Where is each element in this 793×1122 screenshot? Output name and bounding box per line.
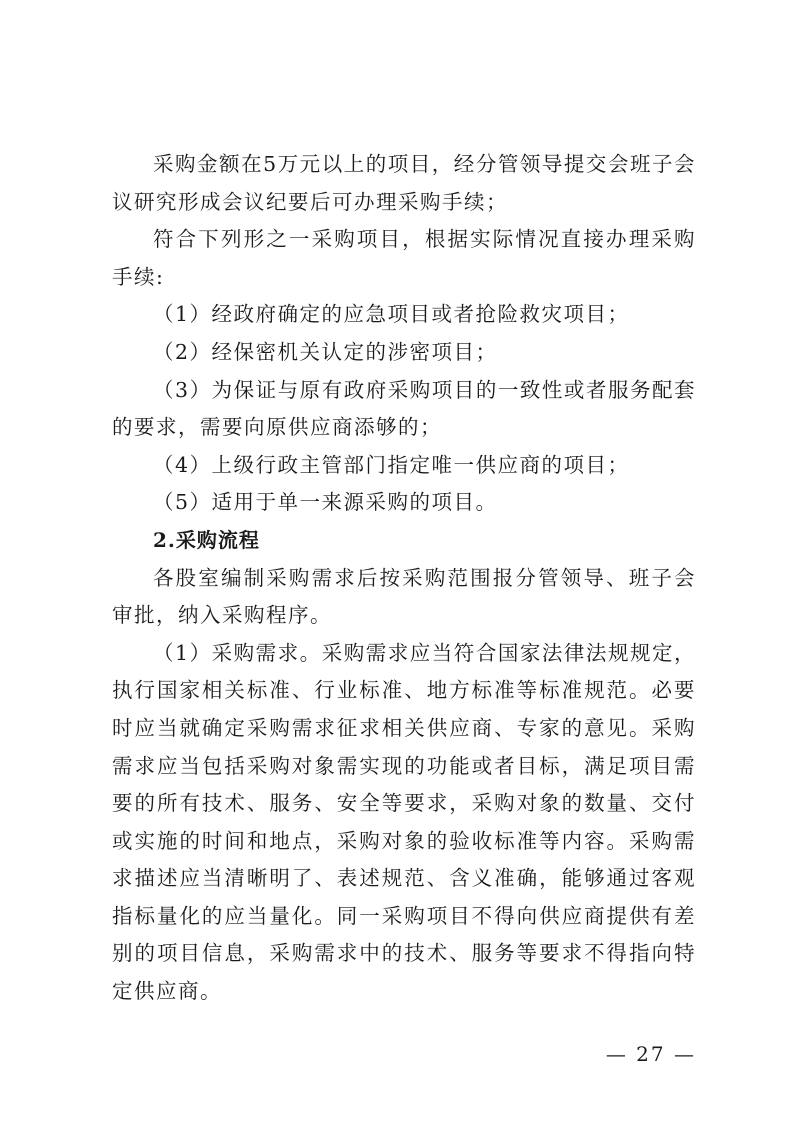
paragraph-direct-purchase-intro: 符合下列形之一采购项目，根据实际情况直接办理采购手续:	[112, 227, 696, 289]
list-item-single-source: （5）适用于单一来源采购的项目。	[153, 490, 498, 515]
list-item-emergency: （1）经政府确定的应急项目或者抢险救灾项目；	[153, 302, 630, 327]
section-heading-procurement-process: 2.采购流程	[153, 527, 260, 552]
paragraph-procurement-requirements: （1）采购需求。采购需求应当符合国家法律法规规定，执行国家相关标准、行业标准、地方标准等标准规范。必要时应当就确定采购需求征求相关供应商、专家的意见。采购需求应当包括采购对象需实现的功能或者目标，满足项目需要的所有技术、服务、安全等要求，采购对象的数量、交付或实施的时间和地点，采购对象的验收标准等内容。采购需求描述应当清晰明了、表述规范、含义准确，能够通过客观指标量化的应当量化。同一采购项目不得向供应商提供有差别的项目信息，采购需求中的技术、服务等要求不得指向特定供应商。	[112, 640, 696, 1004]
list-item-classified: （2）经保密机关认定的涉密项目；	[153, 339, 498, 364]
paragraph-amount-rule: 采购金额在5万元以上的项目，经分管领导提交会班子会议研究形成会议纪要后可办理采购手续；	[112, 152, 696, 214]
list-item-consistency: （3）为保证与原有政府采购项目的一致性或者服务配套的要求，需要向原供应商添够的；	[112, 377, 696, 440]
document-body	[112, 146, 696, 1011]
paragraph-process-intro: 各股室编制采购需求后按采购范围报分管领导、班子会审批，纳入采购程序。	[112, 565, 696, 628]
page-number: — 27 —	[605, 1042, 696, 1066]
list-item-designated-supplier: （4）上级行政主管部门指定唯一供应商的项目；	[153, 452, 630, 477]
